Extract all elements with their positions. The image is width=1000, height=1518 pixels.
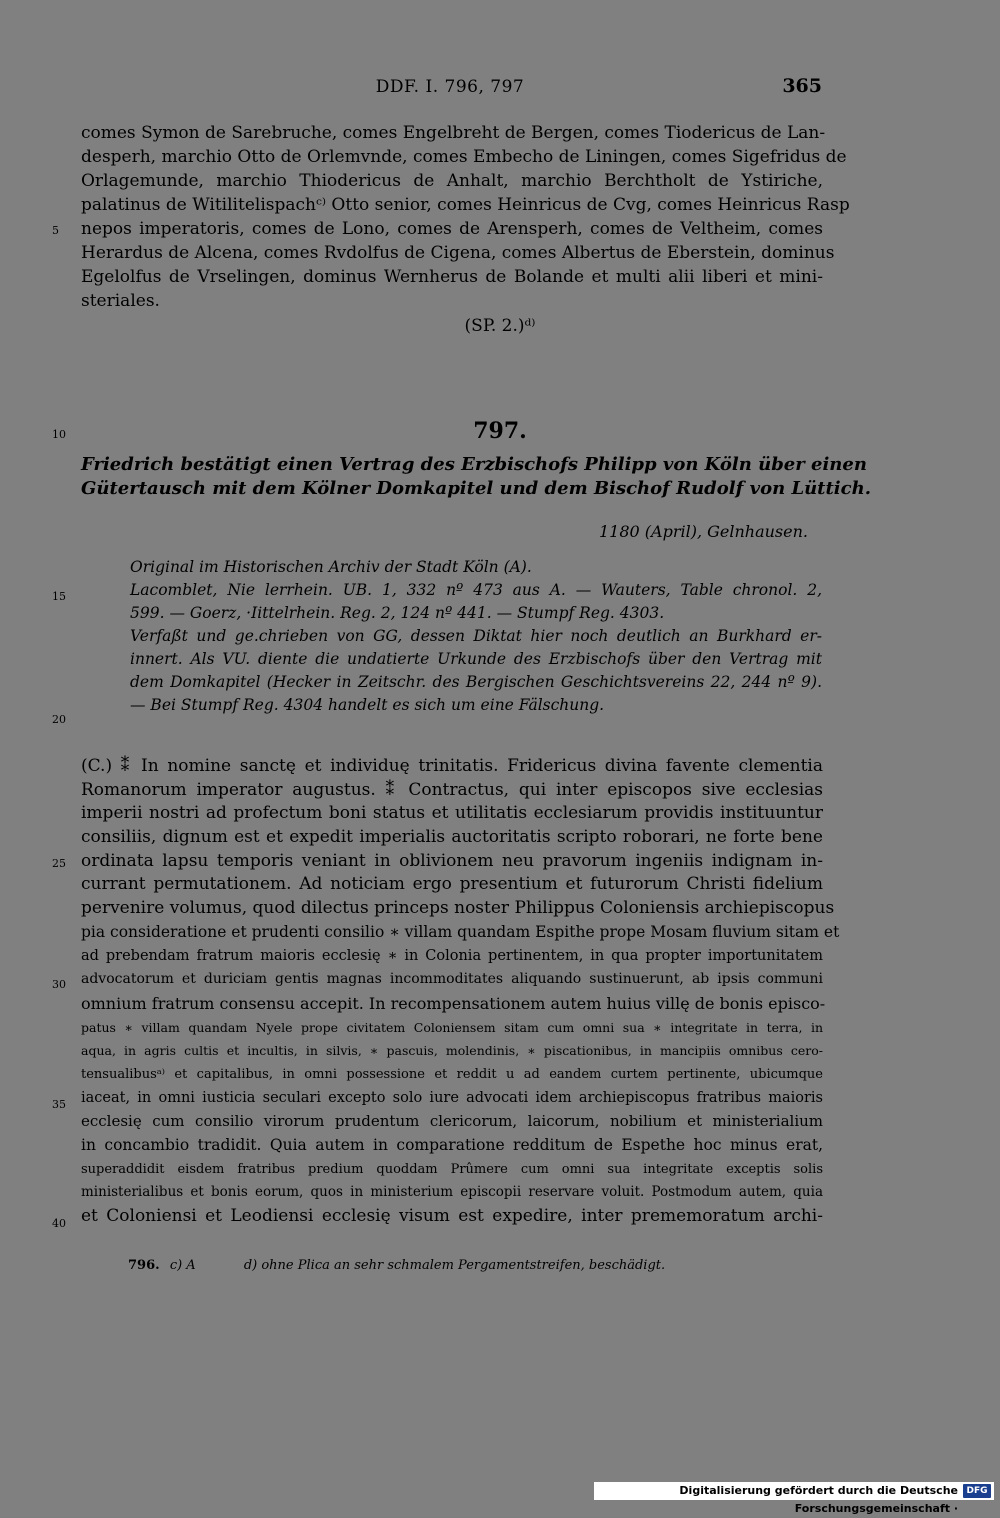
text-line: Romanorum imperator augustus. ⁑ Contractus, qui inter episcopos sive ecclesias [81,779,823,800]
text-line: comes Symon de Sarebruche, comes Engelbreht de Bergen, comes Tiodericus de Lan- [81,123,826,143]
charter-text [81,755,840,1229]
regest-line: Gütertausch mit dem Kölner Domkapitel und dem Bischof Rudolf von Lüttich. [81,478,871,499]
text-line: Egelolfus de Vrselingen, dominus Wernherus de Bolande et multi alii liberi et mini- [81,267,823,287]
page-number: 365 [782,75,822,97]
text-line: consiliis, dignum est et expedit imperialis auctoritatis scripto roborari, ne forte bene [81,827,823,848]
text-line: tensualibusᵃ⁾ et capitalibus, in omni possessione et reddit u ad eandem curtem pertinente, ubicumque [81,1066,823,1082]
meta-line: innert. Als VU. diente die undatierte Urkunde des Erzbischofs über den Vertrag mit [130,650,822,668]
line-number: 5 [52,224,59,237]
line-number: 35 [52,1098,66,1111]
text-line: superaddidit eisdem fratribus predium quoddam Prûmere cum omni sua integritate exceptis solis [81,1161,823,1177]
text-line: Orlagemunde, marchio Thiodericus de Anhalt, marchio Berchtholt de Ystiriche, [81,171,823,191]
text-line: Herardus de Alcena, comes Rvdolfus de Cigena, comes Albertus de Eberstein, dominus [81,243,835,263]
text-line: pia consideratione et prudenti consilio ∗ villam quandam Espithe prope Mosam fluvium sitam et [81,922,840,941]
text-line: pervenire volumus, quod dilectus princeps noster Philippus Coloniensis archiepiscopus [81,898,835,919]
text-line: omnium fratrum consensu accepit. In recompensationem autem huius villę de bonis episco- [81,993,826,1013]
text-line: currant permutationem. Ad noticiam ergo presentium et futurorum Christi fidelium [81,874,823,895]
text-line: ad prebendam fratrum maioris ecclesię ∗ in Colonia pertinentem, in qua propter importunitatem [81,947,823,964]
regest-line: Friedrich bestätigt einen Vertrag des Erzbischofs Philipp von Köln über einen [81,454,867,475]
line-number: 25 [52,857,66,870]
text-line: ordinata lapsu temporis veniant in oblivionem neu pravorum ingeniis indignam in- [81,850,823,871]
document-regest [81,453,871,501]
line-number: 30 [52,978,66,991]
meta-line: Original im Historischen Archiv der Stadt Köln (A). [130,558,532,576]
meta-line: Verfaßt und ge.chrieben von GG, dessen Diktat hier noch deutlich an Burkhard er- [130,627,822,645]
footnotes [128,1258,665,1273]
line-number: 15 [52,590,66,603]
text-line: aqua, in agris cultis et incultis, in silvis, ∗ pascuis, molendinis, ∗ piscationibus, in mancipiis omnibus cero- [81,1043,823,1059]
line-number: 20 [52,713,66,726]
funding-credit: Digitalisierung gefördert durch die Deutsche Forschungsgemeinschaft · [679,1484,958,1515]
footnote-c: c) A [169,1258,196,1273]
doc796-witness-list [81,121,850,313]
meta-line: — Bei Stumpf Reg. 4304 handelt es sich um eine Fälschung. [130,696,605,714]
meta-line: 599. — Goerz, ·Iittelrhein. Reg. 2, 124 nº 441. — Stumpf Reg. 4303. [130,604,665,622]
tradition-notes [130,556,822,717]
text-line: (C.) ⁑ In nomine sanctę et individuę trinitatis. Fridericus divina favente clementia [81,756,823,776]
text-line: ministerialibus et bonis eorum, quos in ministerium episcopii reservare voluit. Postmodum autem, quia [81,1184,823,1201]
text-line: steriales. [81,291,160,311]
signum-note: (SP. 2.)ᵈ⁾ [464,316,536,336]
dfg-logo-icon: DFG [963,1484,991,1498]
text-line: ecclesię cum consilio virorum prudentum clericorum, laicorum, nobilium et ministerialium [81,1112,823,1131]
text-line: imperii nostri ad profectum boni status et utilitatis ecclesiarum providis instituuntur [81,803,823,824]
text-line: advocatorum et duriciam gentis magnas incommoditates aliquando sustinuerunt, ab ipsis communi [81,971,823,988]
text-line: palatinus de Witilitelispachᶜ⁾ Otto senior, comes Heinricus de Cvg, comes Heinricus Rasp [81,195,850,215]
text-line: et Coloniensi et Leodiensi ecclesię visum est expedire, inter prememoratum archi- [81,1206,823,1227]
running-title: DDF. I. 796, 797 [375,77,525,97]
footnote-ref: 796. [128,1258,160,1273]
line-number: 40 [52,1217,66,1230]
meta-line: Lacomblet, Nie lerrhein. UB. 1, 332 nº 473 aus A. — Wauters, Table chronol. 2, [130,581,822,599]
text-line: patus ∗ villam quandam Nyele prope civitatem Coloniensem sitam cum omni sua ∗ integritate in terra, in [81,1019,823,1035]
funding-footer [594,1482,994,1515]
meta-line: dem Domkapitel (Hecker in Zeitschr. des Bergischen Geschichtsvereins 22, 244 nº 9). [130,673,822,691]
text-line: desperh, marchio Otto de Orlemvnde, comes Embecho de Liningen, comes Sigefridus de [81,147,847,167]
date-place: 1180 (April), Gelnhausen. [598,522,808,541]
line-number: 10 [52,428,66,441]
text-line: in concambio tradidit. Quia autem in comparatione redditum de Espethe hoc minus erat, [81,1136,823,1154]
document-number: 797. [473,418,527,444]
text-line: iaceat, in omni iusticia seculari excepto solo iure advocati idem archiepiscopus fratribus maioris [81,1089,823,1106]
text-line: nepos imperatoris, comes de Lono, comes de Arensperh, comes de Veltheim, comes [81,219,823,239]
footnote-d: d) ohne Plica an sehr schmalem Pergamentstreifen, beschädigt. [243,1258,666,1273]
